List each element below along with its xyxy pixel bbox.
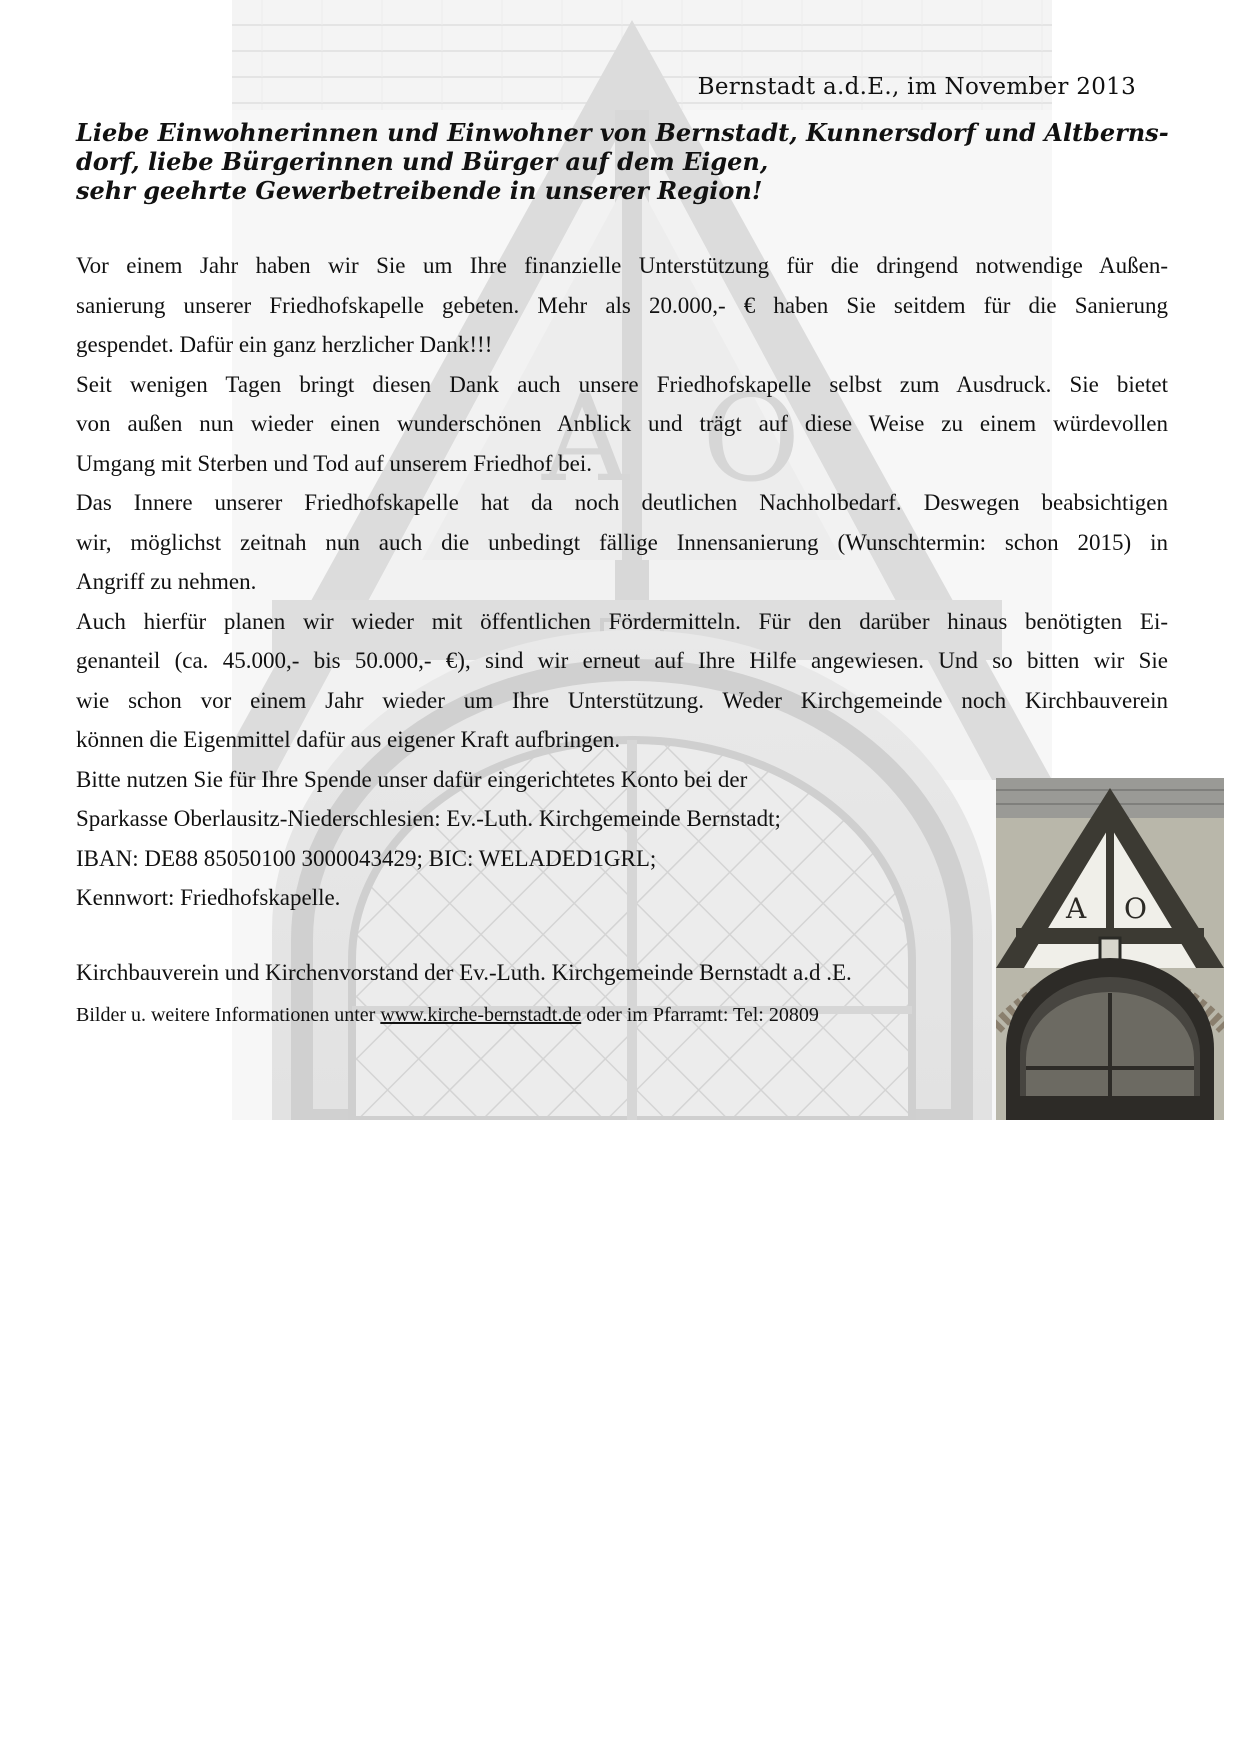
body-line: Umgang mit Sterben und Tod auf unserem Friedhof bei. bbox=[76, 450, 593, 476]
more-info-suffix: oder im Pfarramt: Tel: 20809 bbox=[581, 1004, 819, 1026]
donation-keyword: Kennwort: Friedhofskapelle. bbox=[76, 885, 341, 910]
body-line: Angriff zu nehmen. bbox=[76, 569, 257, 594]
greeting-line: dorf, liebe Bürgerinnen und Bürger auf dem Eigen, bbox=[76, 147, 769, 176]
body-line: Vor einem Jahr haben wir Sie um Ihre finanzielle Unterstützung für die dringend notwendige Außen- bbox=[76, 253, 1168, 278]
watermark-letter-right: O bbox=[702, 370, 801, 509]
letter-body bbox=[76, 246, 1168, 918]
body-line: gespendet. Dafür ein ganz herzlicher Dank!!! bbox=[76, 332, 493, 357]
body-line: Das Innere unserer Friedhofskapelle hat da noch deutlichen Nachholbedarf. Deswegen beabsichtigen bbox=[76, 490, 1168, 515]
body-line: Seit wenigen Tagen bringt diesen Dank auch unsere Friedhofskapelle selbst zum Ausdruck. Sie bietet bbox=[76, 371, 1168, 397]
body-line: wie schon vor einem Jahr wieder um Ihre Unterstützung. Weder Kirchgemeinde noch Kirchbauverein bbox=[76, 687, 1168, 713]
place-date: Bernstadt a.d.E., im November 2013 bbox=[697, 74, 1136, 100]
body-line: von außen nun wieder einen wunderschönen Anblick und trägt auf diese Weise zu einem würdevollen bbox=[76, 411, 1168, 436]
body-line: sanierung unserer Friedhofskapelle gebeten. Mehr als 20.000,- € haben Sie seitdem für die Sanierung bbox=[76, 292, 1168, 318]
watermark-letter-left: A bbox=[542, 370, 629, 509]
body-line: Auch hierfür planen wir wieder mit öffentlichen Fördermitteln. Für den darüber hinaus benötigten Ei- bbox=[76, 608, 1168, 634]
photo-letter-left: A bbox=[1066, 892, 1087, 925]
signature: Kirchbauverein und Kirchenvorstand der Ev.-Luth. Kirchgemeinde Bernstadt a.d .E. bbox=[76, 960, 852, 985]
body-line: genanteil (ca. 45.000,- bis 50.000,- €), sind wir erneut auf Ihre Hilfe angewiesen. Und so bitten wir Sie bbox=[76, 648, 1168, 673]
more-info-prefix: Bilder u. weitere Informationen unter bbox=[76, 1004, 381, 1026]
greeting-line: sehr geehrte Gewerbetreibende in unserer Region! bbox=[76, 176, 763, 205]
body-line: können die Eigenmittel dafür aus eigener Kraft aufbringen. bbox=[76, 727, 621, 752]
body-line: wir, möglichst zeitnah nun auch die unbedingt fällige Innensanierung (Wunschtermin: schon 2015) in bbox=[76, 529, 1168, 555]
greeting-line: Liebe Einwohnerinnen und Einwohner von Bernstadt, Kunnersdorf und Altberns- bbox=[76, 118, 1169, 147]
website-link[interactable]: www.kirche-bernstadt.de bbox=[380, 1004, 582, 1026]
greeting bbox=[76, 118, 1176, 205]
donation-iban-bic: IBAN: DE88 85050100 3000043429; BIC: WELADED1GRL; bbox=[76, 845, 657, 871]
donation-bank: Sparkasse Oberlausitz-Niederschlesien: Ev.-Luth. Kirchgemeinde Bernstadt; bbox=[76, 806, 781, 831]
photo-letter-right: O bbox=[1124, 892, 1147, 925]
more-info bbox=[76, 1004, 819, 1027]
donation-intro: Bitte nutzen Sie für Ihre Spende unser dafür eingerichtetes Konto bei der bbox=[76, 766, 748, 792]
